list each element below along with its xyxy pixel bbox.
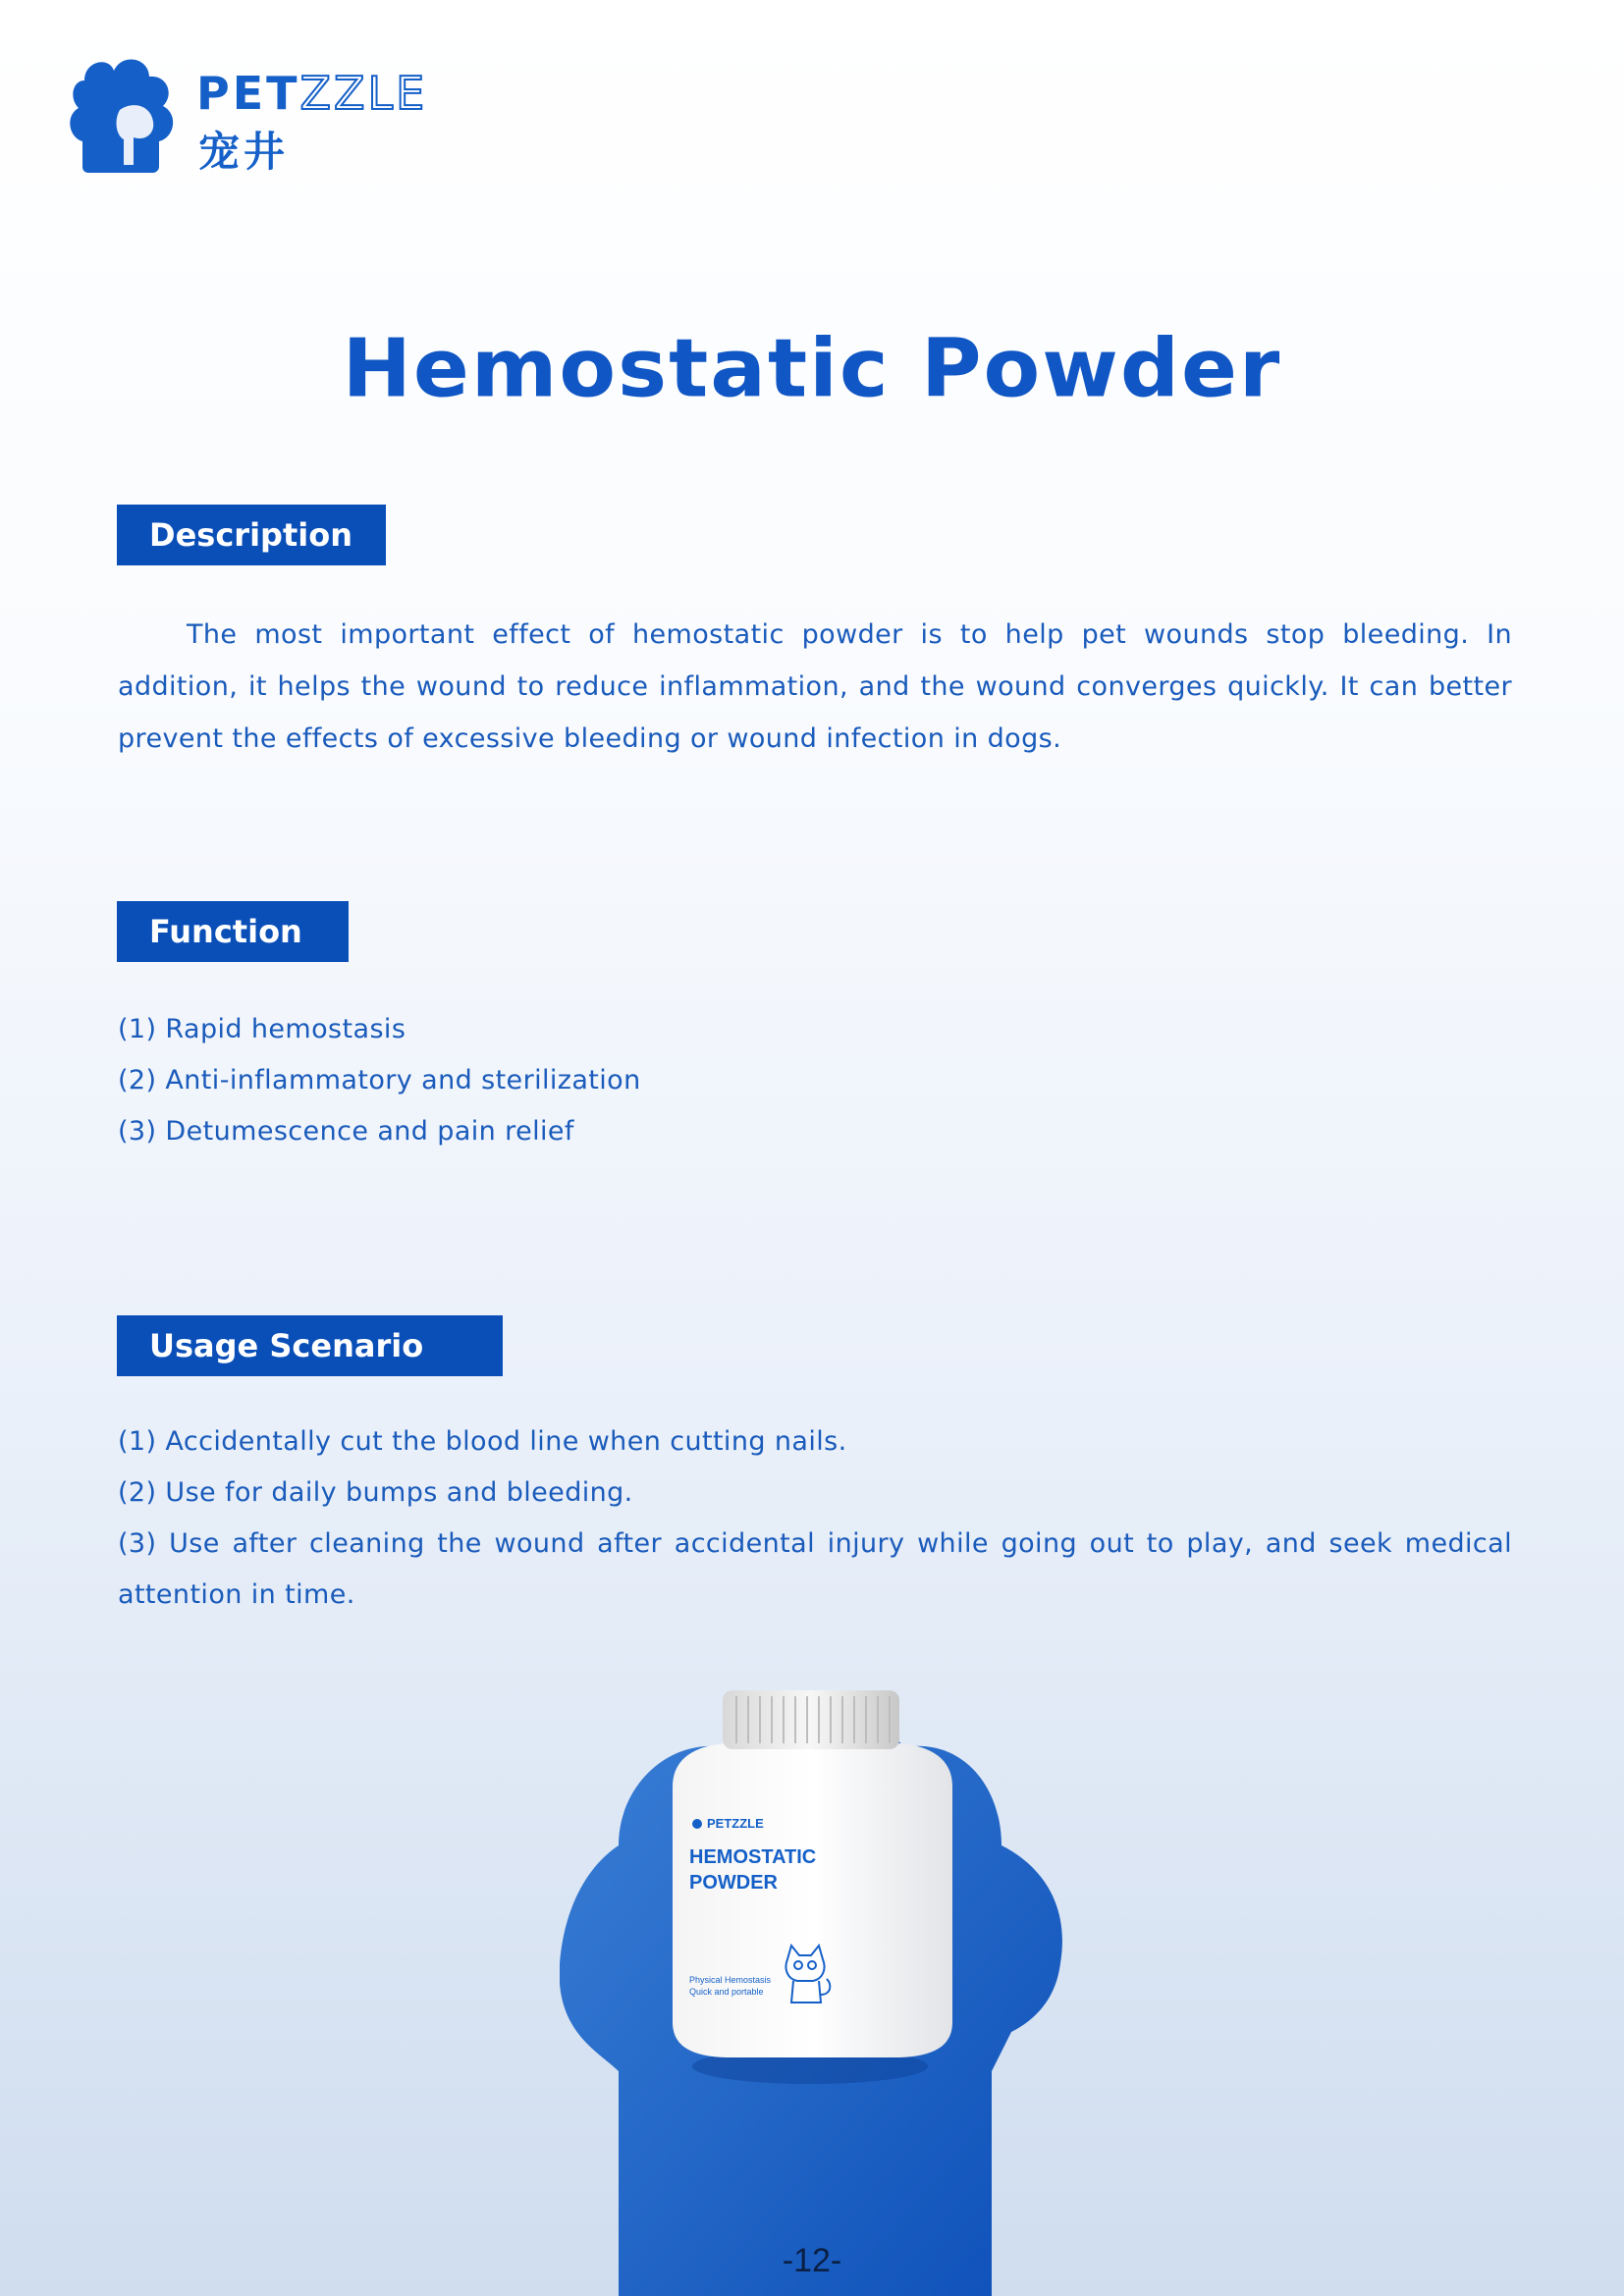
- bottle-subtitle-line2: Quick and portable: [689, 1987, 764, 1997]
- page-title: Hemostatic Powder: [342, 320, 1282, 416]
- bottle-subtitle-line1: Physical Hemostasis: [689, 1975, 772, 1985]
- brand-logo: [65, 51, 428, 179]
- brand-wordmark: PETZZLE: [196, 67, 428, 120]
- usage-item: (1) Accidentally cut the blood line when cutting nails.: [118, 1426, 847, 1457]
- bottle-title-line2: POWDER: [689, 1872, 778, 1894]
- product-bottle-illustration: [560, 1679, 1062, 2296]
- function-list: [118, 1004, 1512, 1157]
- bear-paw-logo-icon: [65, 51, 183, 173]
- usage-item: (3) Use after cleaning the wound after accidental injury while going out to play, and seek medical attention in time.: [118, 1528, 1512, 1610]
- usage-scenario-list: [118, 1416, 1512, 1621]
- brand-chinese-name: 宠井: [198, 128, 290, 176]
- usage-scenario-heading: Usage Scenario: [117, 1315, 503, 1376]
- function-item: (3) Detumescence and pain relief: [118, 1116, 574, 1147]
- function-heading: Function: [117, 901, 349, 962]
- description-text: The most important effect of hemostatic powder is to help pet wounds stop bleeding. In addition, it helps the wound to reduce inflammation, and the wound converges quickly. It can better prevent the effects of excessive bleeding or wound infection in dogs.: [118, 619, 1512, 754]
- bottle-title-line1: HEMOSTATIC: [689, 1846, 817, 1868]
- function-item: (2) Anti-inflammatory and sterilization: [118, 1065, 641, 1095]
- usage-item: (2) Use for daily bumps and bleeding.: [118, 1477, 633, 1508]
- bottle-brand-label: PETZZLE: [707, 1816, 764, 1831]
- bottle-paw-icon: [692, 1819, 702, 1829]
- description-heading: Description: [117, 505, 386, 565]
- page-number: -12-: [782, 2242, 842, 2279]
- function-item: (1) Rapid hemostasis: [118, 1014, 406, 1044]
